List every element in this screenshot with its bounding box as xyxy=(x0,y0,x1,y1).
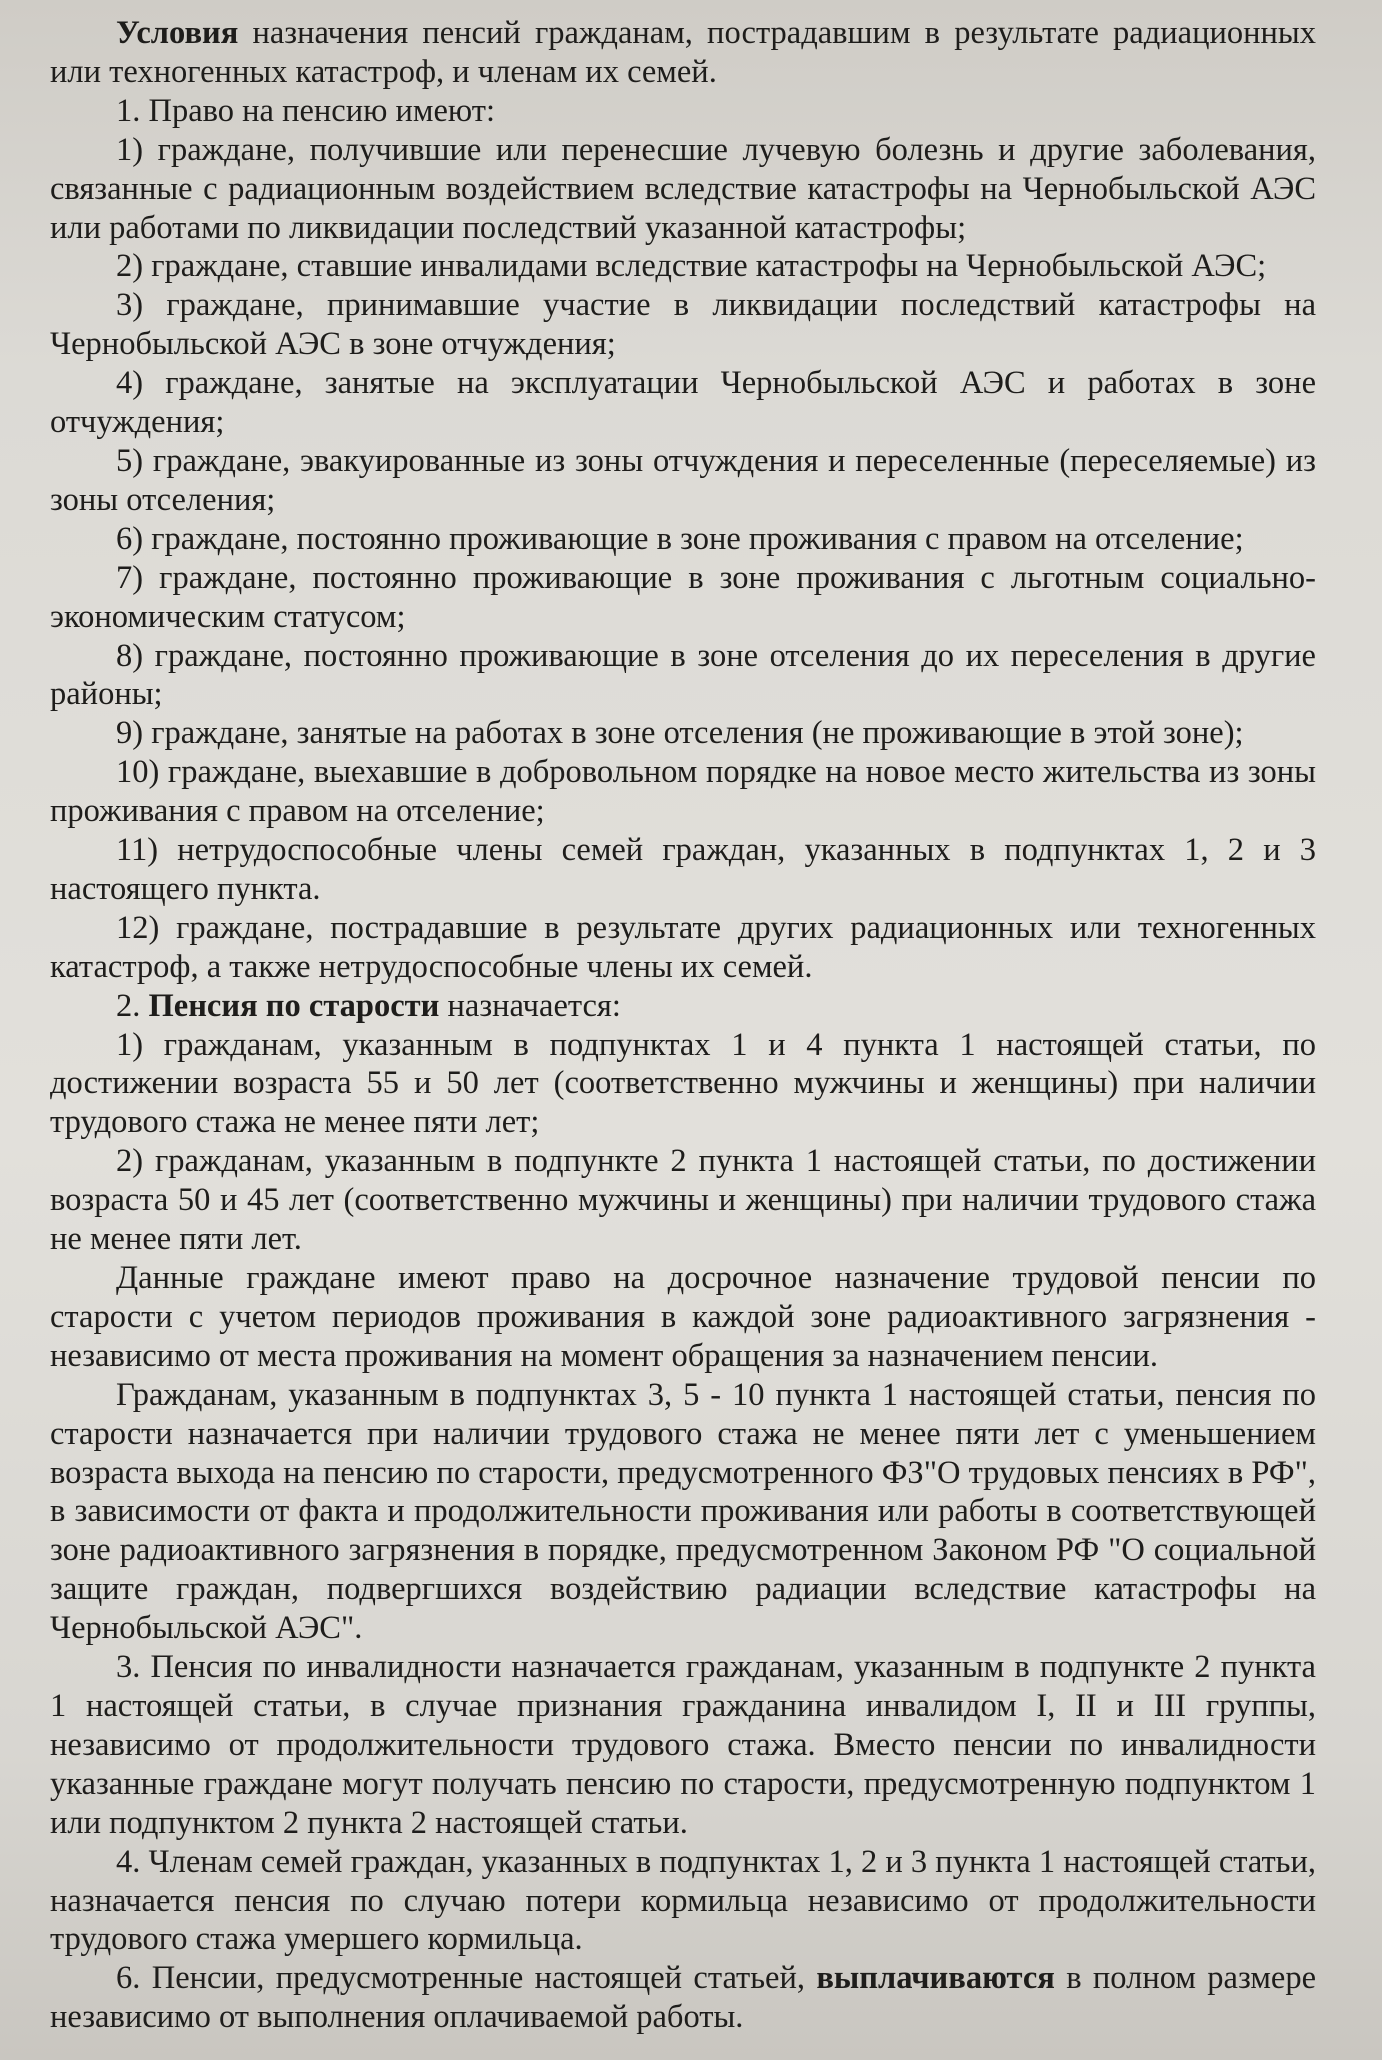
section1-item: 8) граждане, постоянно проживающие в зоне отселения до их переселения в другие районы; xyxy=(50,637,1316,713)
section2-suffix: назначается: xyxy=(439,987,621,1024)
section6-paragraph xyxy=(50,1959,1316,2037)
heading-text: назначения пенсий гражданам, пострадавшим в результате радиационных или техногенных катастроф, и членам их семей. xyxy=(50,15,1316,90)
section1-item: 7) граждане, постоянно проживающие в зоне проживания с льготным социально-экономическим статусом; xyxy=(50,559,1316,635)
section2-item: 2) гражданам, указанным в подпункте 2 пункта 1 настоящей статьи, по достижении возраста 50 и 45 лет (соответственно мужчины и женщины) при наличии трудового стажа не менее пяти лет. xyxy=(50,1143,1316,1258)
section2-note: Данные граждане имеют право на досрочное назначение трудовой пенсии по старости с учетом периодов проживания в каждой зоне радиоактивного загрязнения - независимо от места проживания на момент обращения за назначением пенсии. xyxy=(50,1260,1316,1374)
section2-prefix: 2. xyxy=(116,987,149,1024)
section1-title: 1. Право на пенсию имеют: xyxy=(116,92,495,129)
section1-item: 2) граждане, ставшие инвалидами вследствие катастрофы на Чернобыльской АЭС; xyxy=(116,248,1267,285)
section1-item: 1) граждане, получившие или перенесшие лучевую болезнь и другие заболевания, связанные с радиационным воздействием вследствие катастрофы на Чернобыльской АЭС или работами по ликвидации последствий указанной катастрофы; xyxy=(50,131,1316,246)
section1-item: 5) граждане, эвакуированные из зоны отчуждения и переселенные (переселяемые) из зоны отселения; xyxy=(50,442,1316,518)
section6-suffix: в полном размере независимо от выполнения оплачиваемой работы. xyxy=(50,1960,1317,2036)
section1-item: 11) нетрудоспособные члены семей граждан, указанных в подпунктах 1, 2 и 3 настоящего пункта. xyxy=(50,832,1316,907)
section1-item: 6) граждане, постоянно проживающие в зоне проживания с правом на отселение; xyxy=(116,520,1244,557)
section1-item: 4) граждане, занятые на эксплуатации Чернобыльской АЭС и работах в зоне отчуждения; xyxy=(50,365,1316,441)
section2-item: 1) гражданам, указанным в подпунктах 1 и 4 пункта 1 настоящей статьи, по достижении возраста 55 и 50 лет (соответственно мужчины и женщины) при наличии трудового стажа не менее пяти лет; xyxy=(50,1026,1316,1141)
section3-paragraph: 3. Пенсия по инвалидности назначается гражданам, указанным в подпункте 2 пункта 1 настоящей статьи, в случае признания гражданина инвалидом I, II и III группы, независимо от продолжительности трудового стажа. Вместо пенсии по инвалидности указанные граждане могут получать пенсию по старости, предусмотренную подпунктом 1 или подпунктом 2 пункта 2 настоящей статьи. xyxy=(50,1649,1316,1841)
section1-item: 9) граждане, занятые на работах в зоне отселения (не проживающие в этой зоне); xyxy=(116,715,1244,752)
section6-prefix: 6. Пенсии, предусмотренные настоящей статьей, xyxy=(116,1960,817,1997)
section1-item: 3) граждане, принимавшие участие в ликвидации последствий катастрофы на Чернобыльской АЭС в зоне отчуждения; xyxy=(50,287,1316,363)
heading-bold-lead: Условия xyxy=(116,15,239,51)
section6-bold: выплачиваются xyxy=(816,1960,1055,1997)
section4-paragraph: 4. Членам семей граждан, указанных в подпунктах 1, 2 и 3 пункта 1 настоящей статьи, назначается пенсия по случаю потери кормильца независимо от продолжительности трудового стажа умершего кормильца. xyxy=(50,1843,1316,1958)
section1-item: 10) граждане, выехавшие в добровольном порядке на новое место жительства из зоны проживания с правом на отселение; xyxy=(50,754,1316,830)
document-heading xyxy=(50,14,1316,92)
section2-title xyxy=(50,987,1316,1026)
section2-bold: Пенсия по старости xyxy=(148,987,440,1024)
section2-note: Гражданам, указанным в подпунктах 3, 5 - 10 пункта 1 настоящей статьи, пенсия по старости назначается при наличии трудового стажа не менее пяти лет с уменьшением возраста выхода на пенсию по старости, предусмотренного ФЗ"О трудовых пенсиях в РФ", в зависимости от факта и продолжительности проживания или работы в соответствующей зоне радиоактивного загрязнения в порядке, предусмотренном Законом РФ "О социальной защите граждан, подвергшихся воздействию радиации вследствие катастрофы на Чернобыльской АЭС". xyxy=(50,1376,1316,1647)
section1-item: 12) граждане, пострадавшие в результате других радиационных или техногенных катастроф, а также нетрудоспособные члены их семей. xyxy=(50,909,1316,985)
